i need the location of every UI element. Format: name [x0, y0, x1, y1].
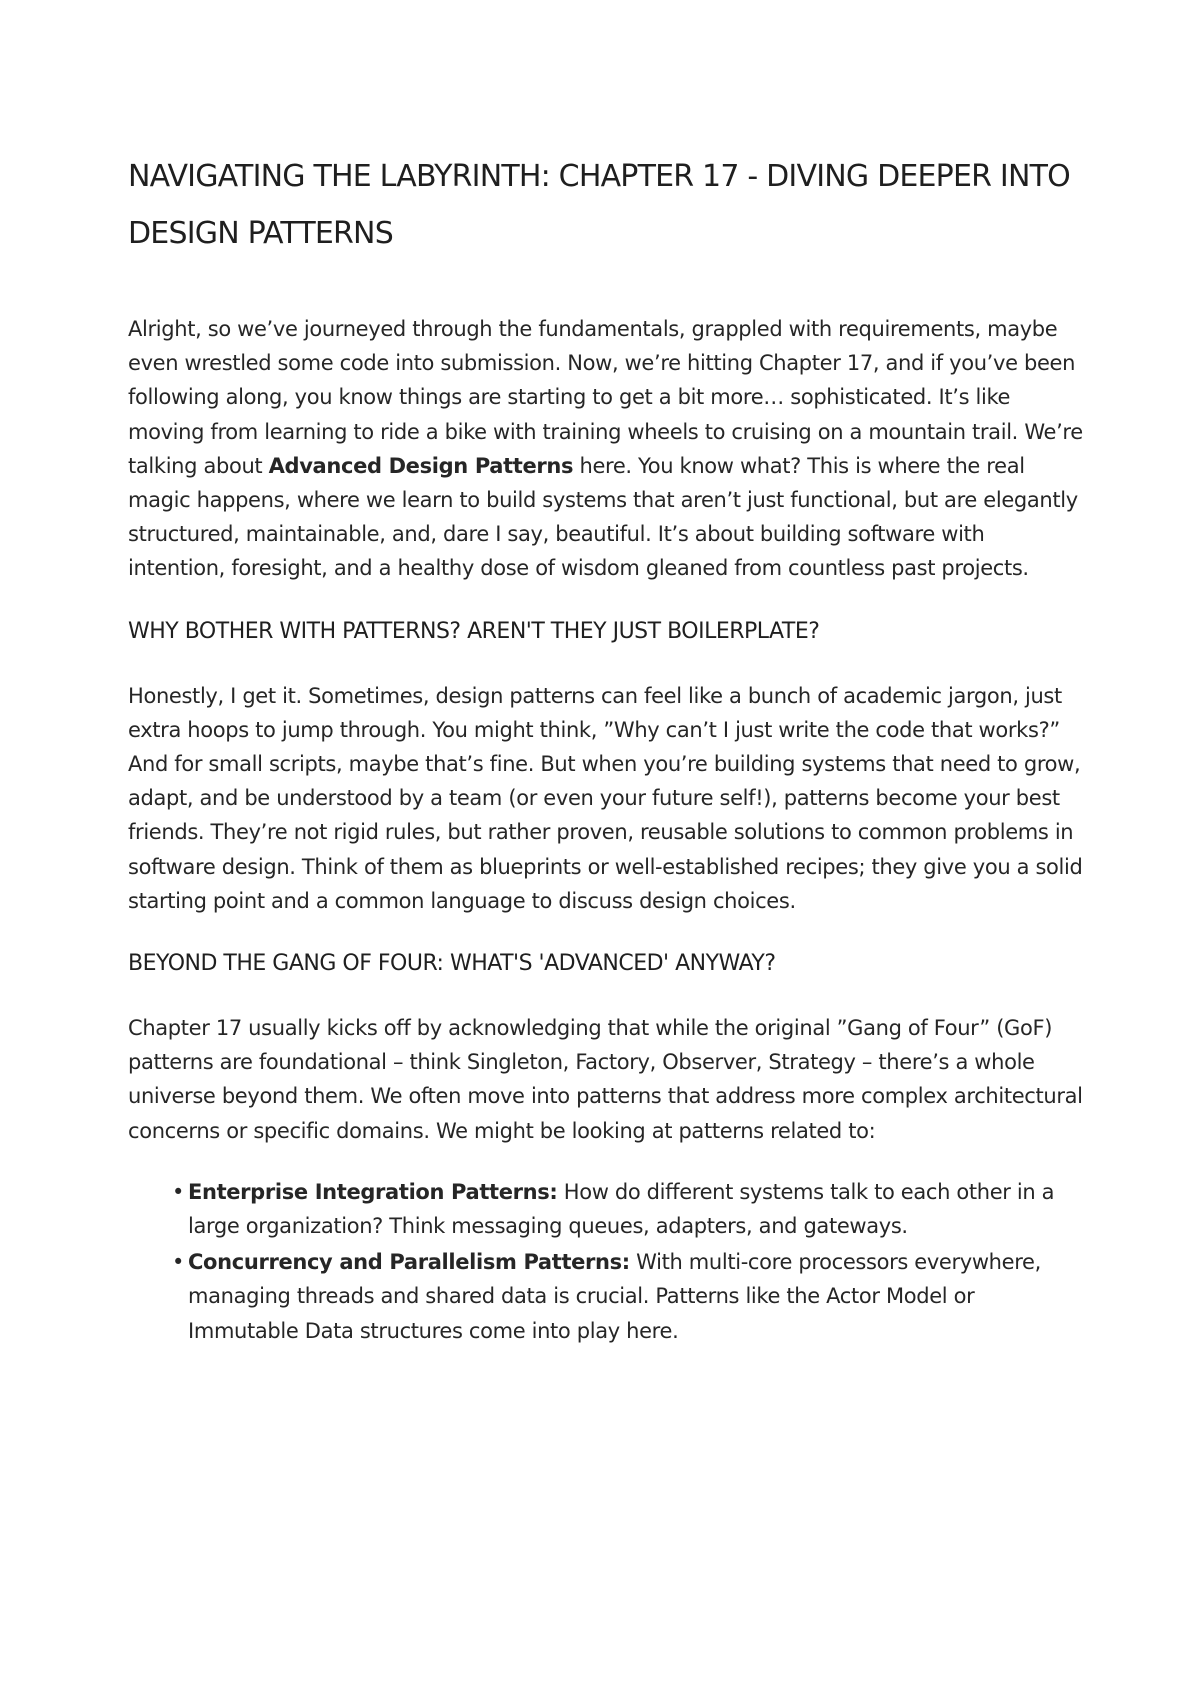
document-page — [128, 148, 1084, 1350]
section-heading-why-patterns: WHY BOTHER WITH PATTERNS? AREN'T THEY JUST BOILERPLATE? — [128, 618, 820, 644]
pattern-list — [128, 1175, 1084, 1348]
section-heading-beyond-gof: BEYOND THE GANG OF FOUR: WHAT'S 'ADVANCED' ANYWAY? — [128, 951, 776, 977]
list-item-text: With multi-core processors everywhere, managing threads and shared data is crucial. Patterns like the Actor Model or Immutable Data structures come into play here. — [188, 1250, 1041, 1343]
list-item-text: How do different systems talk to each other in a large organization? Think messaging queues, adapters, and gateways. — [188, 1179, 1055, 1239]
list-item-term: Concurrency and Parallelism Patterns: — [188, 1250, 630, 1275]
section-paragraph-beyond-gof: Chapter 17 usually kicks off by acknowledging that while the original ”Gang of Four” (GoF) patterns are foundational – think Singleton, Factory, Observer, Strategy – there’s a whole universe beyond them. We often move into patterns that address more complex architectural concerns or specific domains. We might be looking at patterns related to: — [128, 1016, 1083, 1143]
intro-text-start: Alright, so we’ve journeyed through the fundamentals, grappled with requirements, maybe even wrestled some code into submission. Now, we’re hitting Chapter 17, and if you’ve been following along, you know things are starting to get a bit more… sophisticated. It’s like moving from learning to ride a bike with training wheels to cruising on a mountain trail. We’re talking about — [128, 317, 1083, 478]
intro-paragraph — [128, 312, 1084, 586]
bullet-icon: • — [172, 1250, 185, 1275]
document-title: NAVIGATING THE LABYRINTH: CHAPTER 17 - DIVING DEEPER INTO DESIGN PATTERNS — [128, 159, 1070, 251]
intro-text-end: here. You know what? This is where the real magic happens, where we learn to build systems that aren’t just functional, but are elegantly structured, maintainable, and, dare I say, beautiful. It’s about building software with intention, foresight, and a healthy dose of wisdom gleaned from countless past projects. — [128, 453, 1078, 581]
section-paragraph-why-patterns: Honestly, I get it. Sometimes, design patterns can feel like a bunch of academic jargon, just extra hoops to jump through. You might think, ”Why can’t I just write the code that works?” And for small scripts, maybe that’s fine. But when you’re building systems that need to grow, adapt, and be understood by a team (or even your future self!), patterns become your best friends. They’re not rigid rules, but rather proven, reusable solutions to common problems in software design. Think of them as blueprints or well-established recipes; they give you a solid starting point and a common language to discuss design choices. — [128, 683, 1083, 913]
bullet-icon: • — [172, 1179, 185, 1204]
list-item-term: Enterprise Integration Patterns: — [188, 1179, 558, 1204]
intro-bold-term: Advanced Design Patterns — [268, 453, 574, 478]
list-item — [172, 1245, 1084, 1348]
list-item — [172, 1175, 1084, 1243]
